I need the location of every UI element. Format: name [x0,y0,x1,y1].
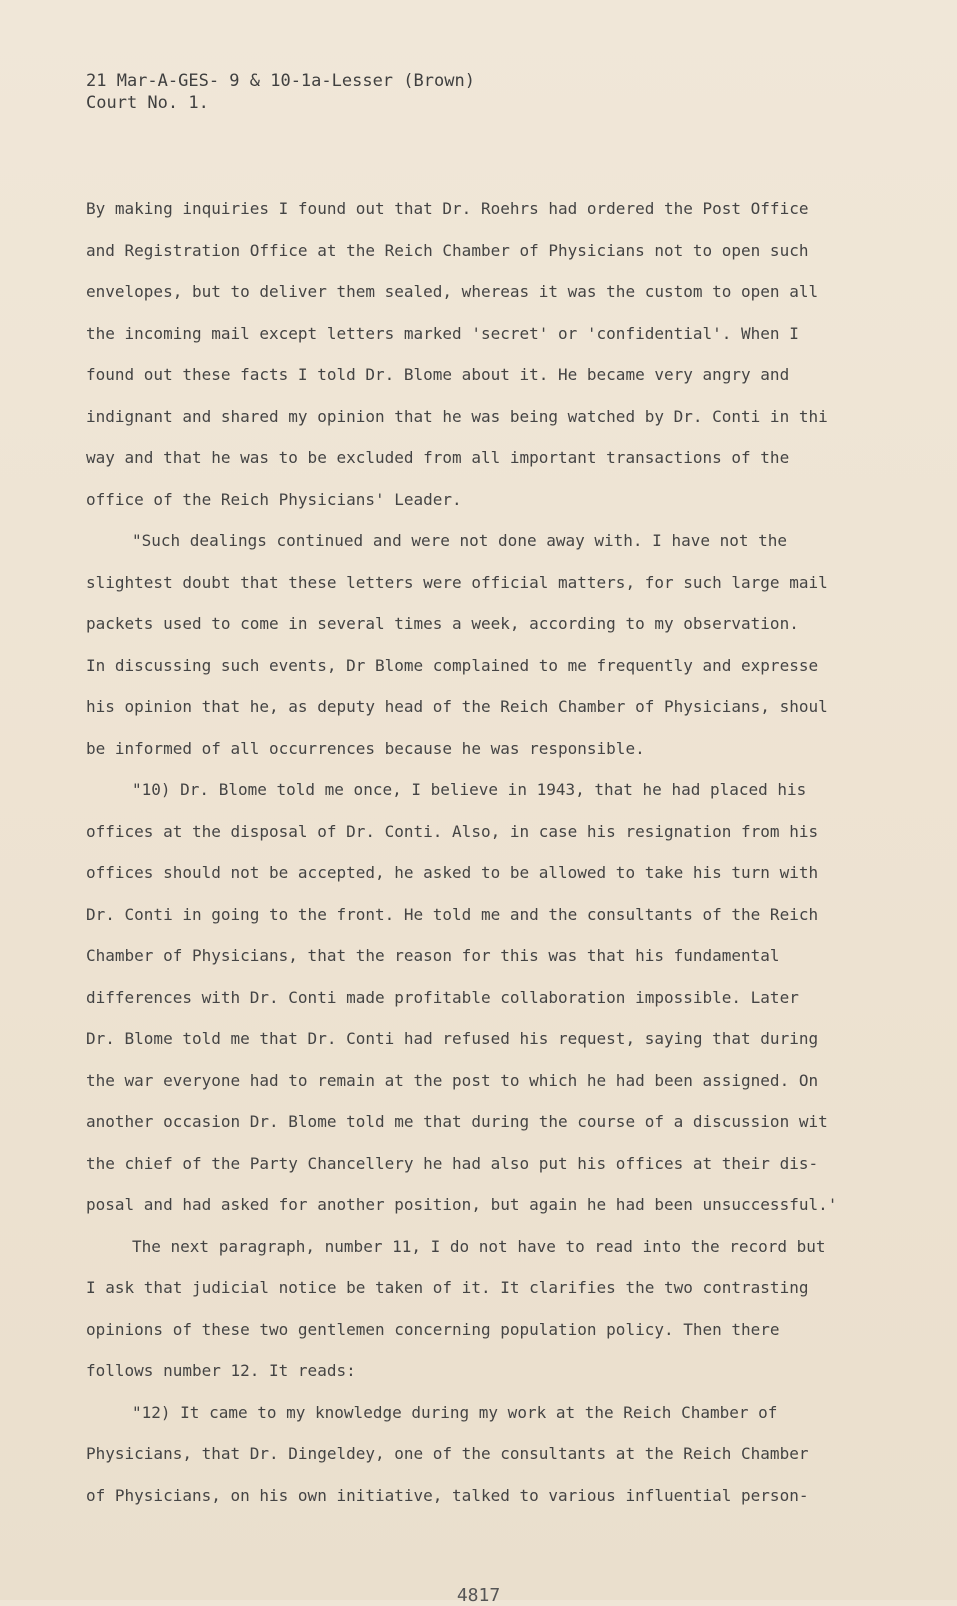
text-line: Physicians, that Dr. Dingeldey, one of the consultants at the Reich Chamber [86,1444,809,1463]
text-line: posal and had asked for another position, but again he had been unsuccessful.' [86,1195,838,1214]
text-line: packets used to come in several times a week, according to my observation. [86,614,799,633]
text-line: Dr. Blome told me that Dr. Conti had refused his request, saying that during [86,1029,819,1048]
text-line: slightest doubt that these letters were official matters, for such large mail [86,572,828,592]
text-line: his opinion that he, as deputy head of the Reich Chamber of Physicians, shoul [86,697,828,716]
text-line: "Such dealings continued and were not done away with. I have not the [132,531,788,550]
text-line: offices at the disposal of Dr. Conti. Also, in case his resignation from his [86,821,819,841]
text-line: differences with Dr. Conti made profitable collaboration impossible. Later [86,987,799,1007]
text-line: offices should not be accepted, he asked to be allowed to take his turn with [86,863,819,882]
text-line: found out these facts I told Dr. Blome about it. He became very angry and [86,365,790,384]
text-line: office of the Reich Physicians' Leader. [86,489,462,509]
header-reference: 21 Mar-A-GES- 9 & 10-1a-Lesser (Brown) [86,71,475,91]
text-line: opinions of these two gentlemen concerning population policy. Then there [86,1319,780,1339]
document-header [86,70,475,114]
text-line: envelopes, but to deliver them sealed, whereas it was the custom to open all [86,282,819,301]
text-line: of Physicians, on his own initiative, talked to various influential person- [86,1485,809,1505]
text-line: I ask that judicial notice be taken of it. It clarifies the two contrasting [86,1278,809,1297]
text-line: the incoming mail except letters marked 'secret' or 'confidential'. When I [86,323,799,343]
text-line: "10) Dr. Blome told me once, I believe in 1943, that he had placed his [132,780,807,799]
text-line: the war everyone had to remain at the post to which he had been assigned. On [86,1070,819,1090]
text-line: and Registration Office at the Reich Chamber of Physicians not to open such [86,240,809,260]
document-body [86,188,876,1516]
text-line: "12) It came to my knowledge during my work at the Reich Chamber of [132,1402,778,1422]
text-line: Dr. Conti in going to the front. He told me and the consultants of the Reich [86,904,819,924]
text-line: another occasion Dr. Blome told me that during the course of a discussion wit [86,1112,828,1131]
text-line: By making inquiries I found out that Dr. Roehrs had ordered the Post Office [86,199,809,218]
header-court: Court No. 1. [86,93,209,113]
text-line: Chamber of Physicians, that the reason for this was that his fundamental [86,946,780,965]
text-line: The next paragraph, number 11, I do not have to read into the record but [132,1236,826,1256]
text-line: In discussing such events, Dr Blome complained to me frequently and expresse [86,655,819,675]
text-line: way and that he was to be excluded from all important transactions of the [86,448,790,467]
text-line: the chief of the Party Chancellery he had also put his offices at their dis- [86,1153,819,1173]
text-line: indignant and shared my opinion that he was being watched by Dr. Conti in thi [86,406,828,426]
text-line: follows number 12. It reads: [86,1361,356,1380]
text-line: be informed of all occurrences because he was responsible. [86,738,645,758]
page-number: 4817 [456,1585,501,1606]
